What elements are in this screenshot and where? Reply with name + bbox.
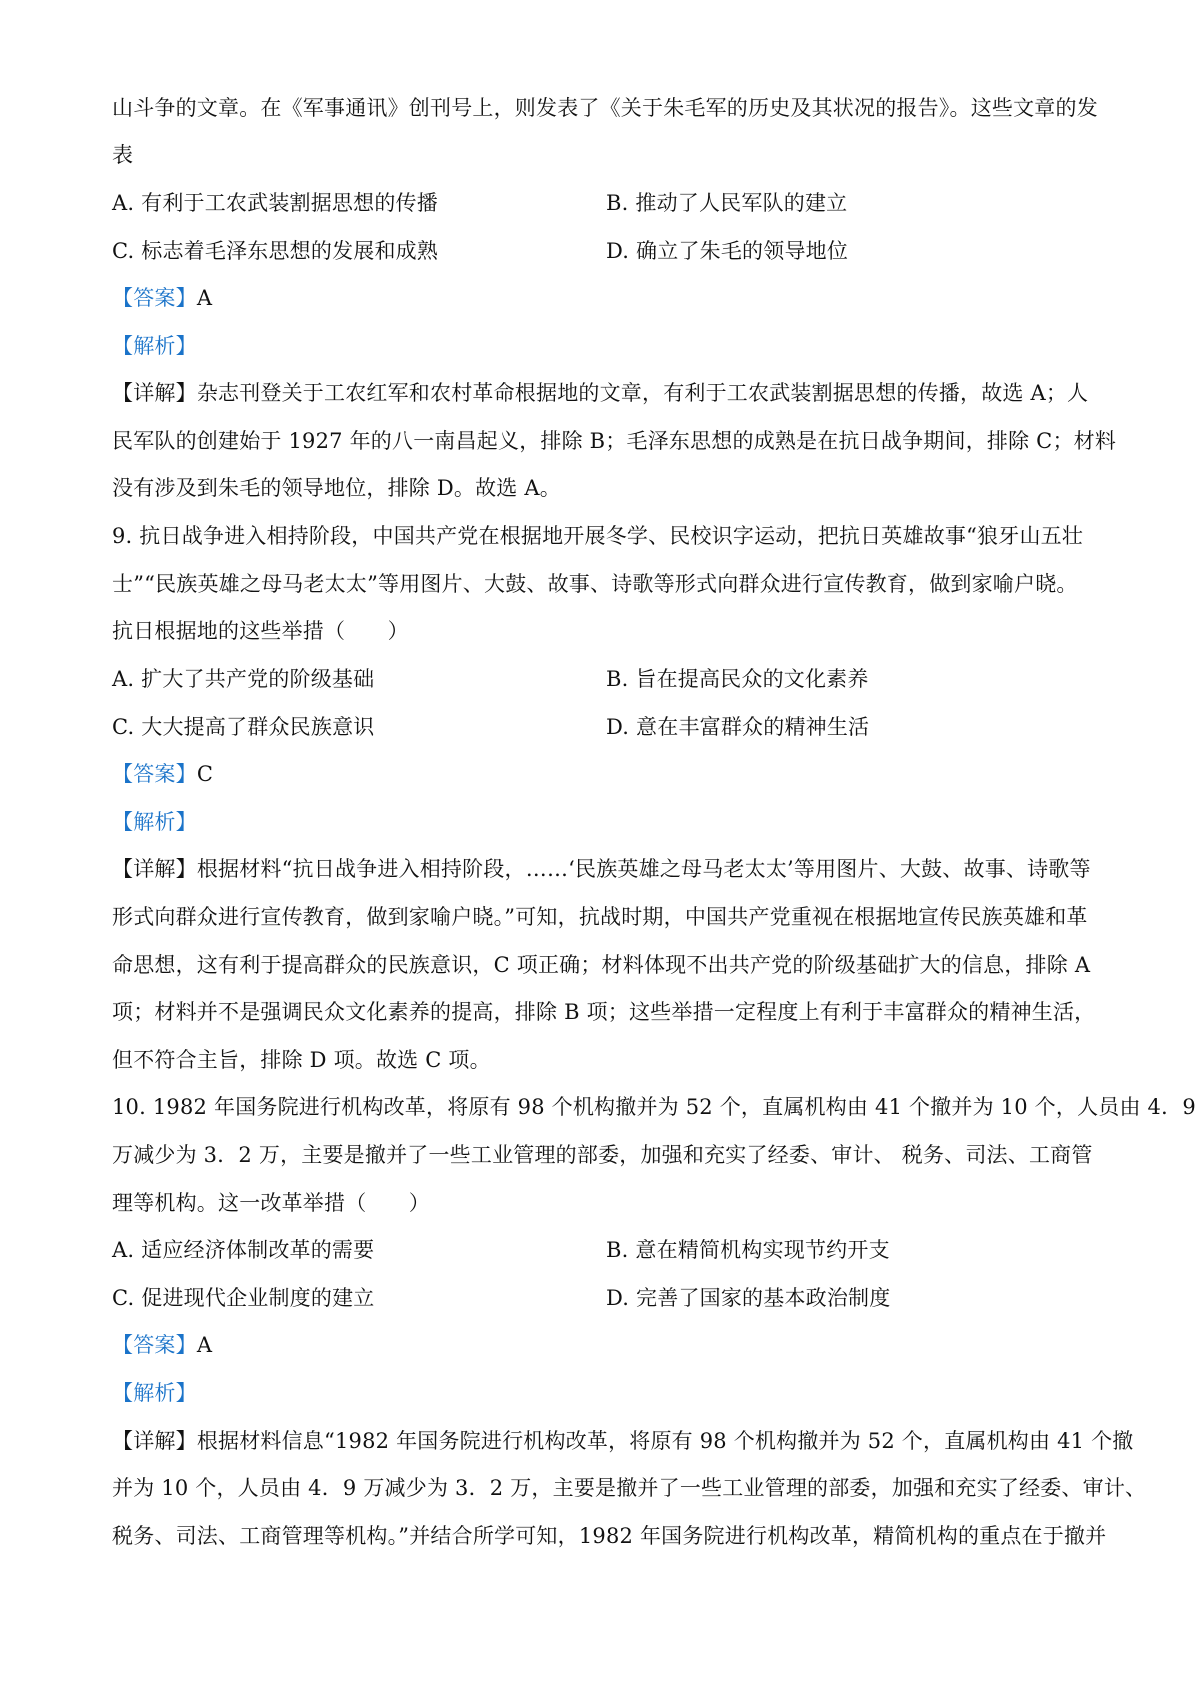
q10-option-c: C. 促进现代企业制度的建立	[112, 1286, 375, 1310]
q10-stem-line: 理等机构。这一改革举措（ ）	[112, 1191, 430, 1215]
q9-detail-line: 命思想，这有利于提高群众的民族意识，C 项正确；材料体现不出共产党的阶级基础扩大的信息，排除 A	[112, 953, 1091, 977]
detail-label: 【详解】	[112, 857, 197, 881]
q9-detail-line: 项；材料并不是强调民众文化素养的提高，排除 B 项；这些举措一定程度上有利于丰富群众的精神生活，	[112, 1000, 1096, 1024]
detail-text: 根据材料信息“1982 年国务院进行机构改革，将原有 98 个机构撤并为 52 个，直属机构由 41 个撤	[196, 1429, 1134, 1453]
q9-stem-line: 士”“民族英雄之母马老太太”等用图片、大鼓、故事、诗歌等形式向群众进行宣传教育，做到家喻户晓。	[112, 572, 1078, 596]
answer-label: 【答案】	[112, 286, 197, 310]
q9-detail-line: 但不符合主旨，排除 D 项。故选 C 项。	[112, 1048, 491, 1072]
q10-answer	[112, 1330, 212, 1360]
detail-text: 杂志刊登关于工农红军和农村革命根据地的文章，有利于工农武装割据思想的传播，故选 A；人	[196, 381, 1089, 405]
detail-label: 【详解】	[112, 381, 197, 405]
q8-option-b: B. 推动了人民军队的建立	[606, 191, 848, 215]
q8-answer	[112, 283, 212, 313]
q10-stem-line: 万减少为 3．2 万，主要是撤并了一些工业管理的部委，加强和充实了经委、审计、 税务、司法、工商管	[112, 1143, 1093, 1167]
q9-analysis-label: 【解析】	[112, 810, 197, 834]
q10-option-a: A. 适应经济体制改革的需要	[112, 1238, 375, 1262]
q8-detail-line	[112, 378, 1088, 408]
q8-detail-line: 没有涉及到朱毛的领导地位，排除 D。故选 A。	[112, 476, 561, 500]
detail-text: 根据材料“抗日战争进入相持阶段，……‘民族英雄之母马老太太’等用图片、大鼓、故事、诗歌等	[196, 857, 1091, 881]
q8-option-d: D. 确立了朱毛的领导地位	[606, 239, 849, 263]
answer-value: C	[196, 762, 214, 786]
q8-stem-line: 山斗争的文章。在《军事通讯》创刊号上，则发表了《关于朱毛军的历史及其状况的报告》。这些文章的发	[112, 96, 1098, 120]
q9-detail-line	[112, 854, 1091, 884]
q10-detail-line	[112, 1426, 1133, 1456]
q9-stem-line: 9. 抗日战争进入相持阶段，中国共产党在根据地开展冬学、民校识字运动，把抗日英雄故事“狼牙山五壮	[112, 524, 1084, 548]
q9-answer	[112, 759, 213, 789]
q8-stem-line: 表	[112, 143, 134, 167]
answer-value: A	[196, 286, 213, 310]
q9-option-c: C. 大大提高了群众民族意识	[112, 715, 375, 739]
answer-label: 【答案】	[112, 762, 197, 786]
q10-analysis-label: 【解析】	[112, 1381, 197, 1405]
q9-option-a: A. 扩大了共产党的阶级基础	[112, 667, 375, 691]
q10-detail-line: 并为 10 个，人员由 4．9 万减少为 3．2 万，主要是撤并了一些工业管理的部委，加强和充实了经委、审计、	[112, 1476, 1147, 1500]
q8-option-a: A. 有利于工农武装割据思想的传播	[112, 191, 438, 215]
answer-label: 【答案】	[112, 1333, 197, 1357]
q10-stem-line: 10. 1982 年国务院进行机构改革，将原有 98 个机构撤并为 52 个，直属机构由 41 个撤并为 10 个，人员由 4．9	[112, 1095, 1196, 1119]
answer-value: A	[196, 1333, 213, 1357]
q10-option-b: B. 意在精简机构实现节约开支	[606, 1238, 890, 1262]
q8-analysis-label: 【解析】	[112, 334, 197, 358]
detail-label: 【详解】	[112, 1429, 197, 1453]
q10-detail-line: 税务、司法、工商管理等机构。”并结合所学可知，1982 年国务院进行机构改革，精简机构的重点在于撤并	[112, 1524, 1107, 1548]
q9-detail-line: 形式向群众进行宣传教育，做到家喻户晓。”可知，抗战时期，中国共产党重视在根据地宣传民族英雄和革	[112, 905, 1088, 929]
q9-stem-line: 抗日根据地的这些举措（ ）	[112, 619, 409, 643]
q9-option-b: B. 旨在提高民众的文化素养	[606, 667, 869, 691]
q8-option-c: C. 标志着毛泽东思想的发展和成熟	[112, 239, 439, 263]
q9-option-d: D. 意在丰富群众的精神生活	[606, 715, 870, 739]
q8-detail-line: 民军队的创建始于 1927 年的八一南昌起义，排除 B；毛泽东思想的成熟是在抗日战争期间，排除 C；材料	[112, 429, 1117, 453]
q10-option-d: D. 完善了国家的基本政治制度	[606, 1286, 891, 1310]
